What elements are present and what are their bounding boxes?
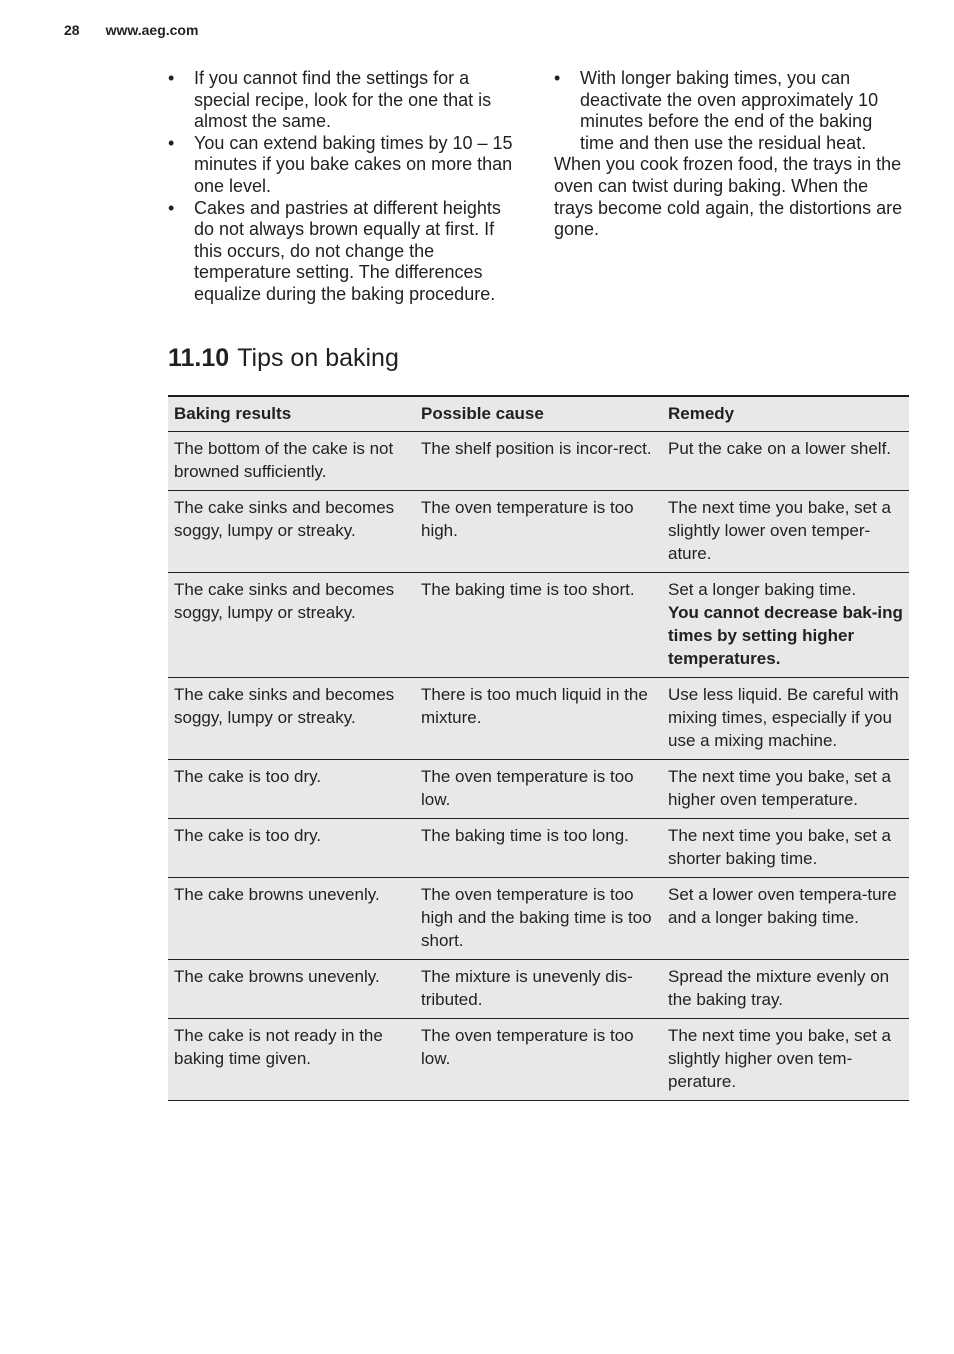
remedy-text: The next time you bake, set a higher oven temperature. bbox=[668, 767, 892, 809]
cell-result: The cake sinks and becomes soggy, lumpy or streaky. bbox=[168, 573, 415, 678]
left-column bbox=[168, 68, 524, 306]
cell-result: The cake is too dry. bbox=[168, 819, 415, 878]
section-number: 11.10 bbox=[168, 344, 230, 372]
cell-cause: There is too much liquid in the mixture. bbox=[415, 678, 662, 760]
bullet-icon: • bbox=[168, 132, 175, 153]
cell-remedy bbox=[662, 573, 909, 678]
cell-remedy bbox=[662, 878, 909, 960]
right-column bbox=[554, 68, 910, 241]
column-header-remedy: Remedy bbox=[662, 396, 909, 432]
cell-remedy bbox=[662, 760, 909, 819]
column-header-results: Baking results bbox=[168, 396, 415, 432]
frozen-food-paragraph: When you cook frozen food, the trays in the oven can twist during baking. When the trays become cold again, the distortions are gone. bbox=[554, 154, 903, 240]
cell-result: The cake is too dry. bbox=[168, 760, 415, 819]
table-header-row bbox=[168, 396, 909, 432]
remedy-text: Use less liquid. Be careful with mixing times, especially if you use a mixing machine. bbox=[668, 685, 899, 750]
cell-remedy bbox=[662, 819, 909, 878]
table-row bbox=[168, 491, 909, 573]
remedy-text: The next time you bake, set a slightly lower oven temper-ature. bbox=[668, 498, 892, 563]
cell-result: The cake browns unevenly. bbox=[168, 960, 415, 1019]
list-item bbox=[168, 68, 524, 133]
cell-cause: The mixture is unevenly dis-tributed. bbox=[415, 960, 662, 1019]
section-title-text: Tips on baking bbox=[237, 344, 399, 372]
list-item-text: You can extend baking times by 10 – 15 minutes if you bake cakes on more than one level. bbox=[194, 132, 513, 196]
cell-result: The cake sinks and becomes soggy, lumpy or streaky. bbox=[168, 678, 415, 760]
remedy-text: Set a lower oven tempera-ture and a longer baking time. bbox=[668, 885, 897, 927]
left-bullet-list bbox=[168, 68, 524, 306]
bullet-icon: • bbox=[168, 68, 175, 88]
page-number: 28 bbox=[64, 22, 80, 38]
list-item bbox=[168, 198, 524, 306]
remedy-warning: You cannot decrease bak-ing times by setting higher temperatures. bbox=[668, 603, 903, 668]
cell-cause: The oven temperature is too high and the baking time is too short. bbox=[415, 878, 662, 960]
right-bullet-list bbox=[554, 68, 910, 154]
table-row bbox=[168, 678, 909, 760]
list-item-text: With longer baking times, you can deactivate the oven approximately 10 minutes before the end of the baking time and then use the residual heat. bbox=[580, 68, 879, 153]
cell-remedy bbox=[662, 678, 909, 760]
remedy-text: Set a longer baking time. bbox=[668, 580, 857, 599]
cell-result: The bottom of the cake is not browned sufficiently. bbox=[168, 432, 415, 491]
bullet-icon: • bbox=[168, 197, 175, 218]
remedy-text: Spread the mixture evenly on the baking tray. bbox=[668, 967, 890, 1009]
list-item-text: If you cannot find the settings for a special recipe, look for the one that is almost the same. bbox=[194, 68, 492, 132]
list-item bbox=[168, 133, 524, 198]
section-title bbox=[168, 344, 399, 373]
cell-remedy bbox=[662, 1019, 909, 1101]
cell-result: The cake sinks and becomes soggy, lumpy or streaky. bbox=[168, 491, 415, 573]
website-link[interactable]: www.aeg.com bbox=[105, 22, 199, 38]
page-header bbox=[64, 22, 198, 38]
remedy-text: Put the cake on a lower shelf. bbox=[668, 439, 892, 458]
table-row bbox=[168, 960, 909, 1019]
table-row bbox=[168, 1019, 909, 1101]
table-row bbox=[168, 878, 909, 960]
cell-cause: The oven temperature is too high. bbox=[415, 491, 662, 573]
column-header-cause: Possible cause bbox=[415, 396, 662, 432]
list-item-text: Cakes and pastries at different heights do not always brown equally at first. If this occurs, do not change the temperature setting. The differences equalize during the baking procedure. bbox=[194, 197, 501, 304]
cell-cause: The baking time is too long. bbox=[415, 819, 662, 878]
cell-remedy bbox=[662, 491, 909, 573]
table-row bbox=[168, 819, 909, 878]
cell-result: The cake browns unevenly. bbox=[168, 878, 415, 960]
remedy-text: The next time you bake, set a shorter baking time. bbox=[668, 826, 892, 868]
cell-remedy bbox=[662, 432, 909, 491]
baking-tips-table bbox=[168, 395, 909, 1101]
remedy-text: The next time you bake, set a slightly higher oven tem-perature. bbox=[668, 1026, 892, 1091]
cell-cause: The oven temperature is too low. bbox=[415, 1019, 662, 1101]
list-item bbox=[554, 68, 910, 154]
table-row bbox=[168, 432, 909, 491]
cell-cause: The baking time is too short. bbox=[415, 573, 662, 678]
cell-cause: The oven temperature is too low. bbox=[415, 760, 662, 819]
table-row bbox=[168, 573, 909, 678]
cell-result: The cake is not ready in the baking time given. bbox=[168, 1019, 415, 1101]
cell-remedy bbox=[662, 960, 909, 1019]
bullet-icon: • bbox=[554, 68, 561, 88]
table-row bbox=[168, 760, 909, 819]
cell-cause: The shelf position is incor-rect. bbox=[415, 432, 662, 491]
